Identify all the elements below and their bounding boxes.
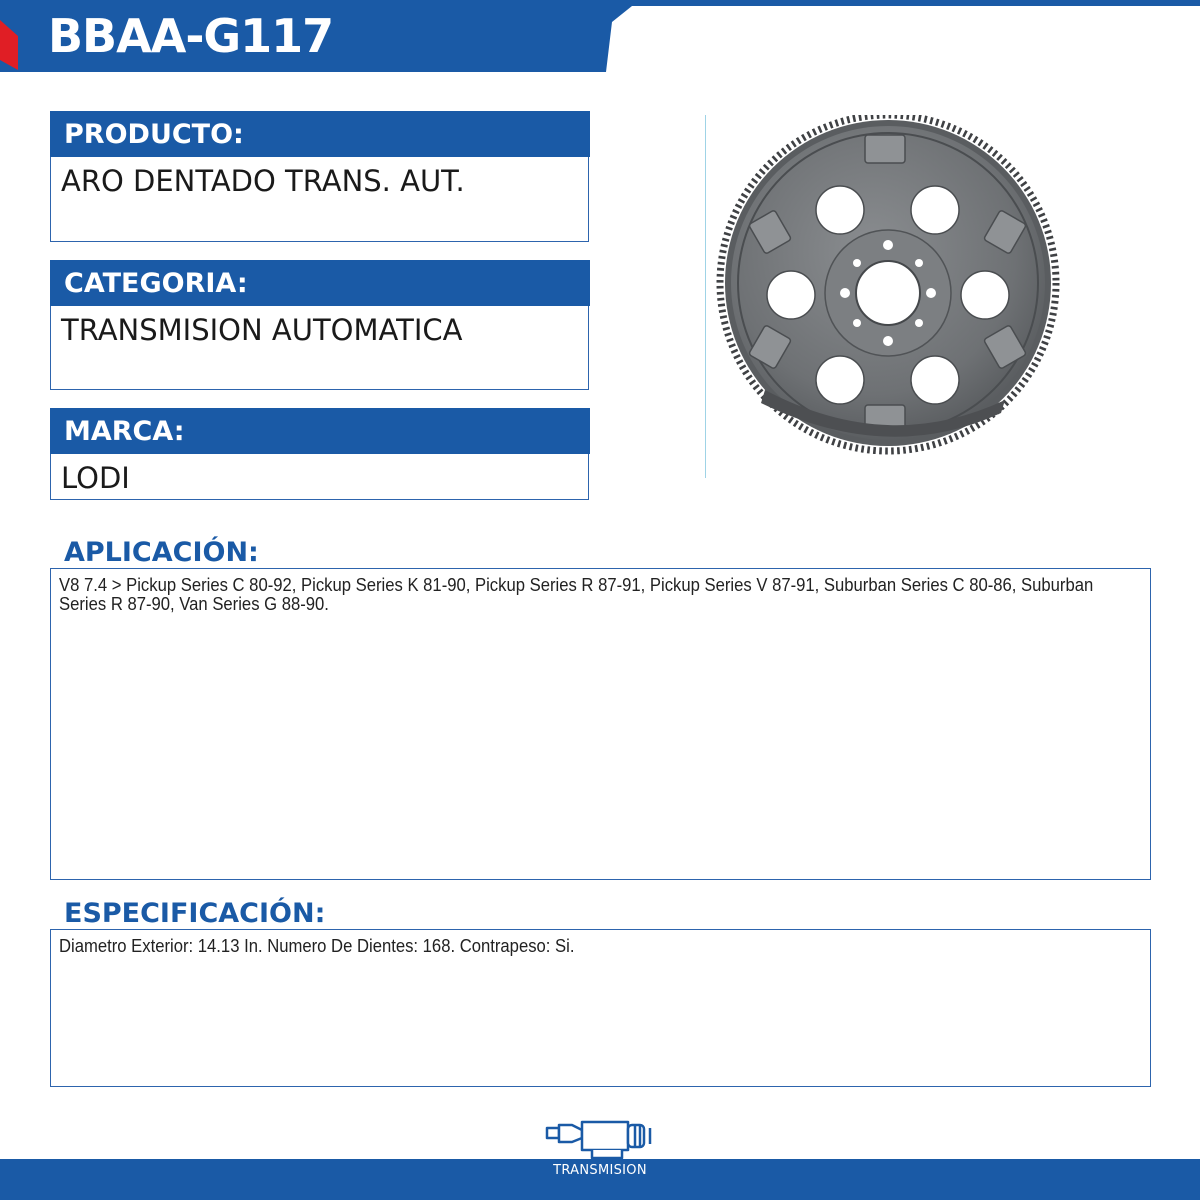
categoria-label: CATEGORIA:: [64, 268, 248, 299]
flexplate-ring-gear-photo: [705, 115, 1080, 480]
aplicacion-heading: APLICACIÓN:: [64, 537, 259, 568]
producto-label: PRODUCTO:: [64, 119, 244, 150]
especificacion-text: Diametro Exterior: 14.13 In. Numero De Dientes: 168. Contrapeso: Si.: [59, 935, 575, 956]
producto-label-bar: [50, 111, 590, 157]
part-number-title: BBAA-G117: [48, 9, 334, 63]
producto-value-box: [50, 157, 589, 242]
aplicacion-box: [50, 568, 1151, 880]
aplicacion-text: V8 7.4 > Pickup Series C 80-92, Pickup Series K 81-90, Pickup Series R 87-91, Pickup Series V 87-91, Suburban Series C 80-86, Suburban Series R 87-90, Van Series G 88-90.: [59, 574, 1094, 614]
categoria-value-box: [50, 306, 589, 390]
marca-value: LODI: [61, 461, 130, 495]
categoria-label-bar: [50, 260, 590, 306]
producto-value: ARO DENTADO TRANS. AUT.: [61, 164, 465, 198]
marca-value-box: [50, 454, 589, 500]
categoria-value: TRANSMISION AUTOMATICA: [61, 313, 463, 347]
marca-label-bar: [50, 408, 590, 454]
especificacion-box: [50, 929, 1151, 1087]
footer-transmision-label: TRANSMISION: [553, 1163, 647, 1178]
especificacion-heading: ESPECIFICACIÓN:: [64, 898, 326, 929]
marca-label: MARCA:: [64, 416, 185, 447]
